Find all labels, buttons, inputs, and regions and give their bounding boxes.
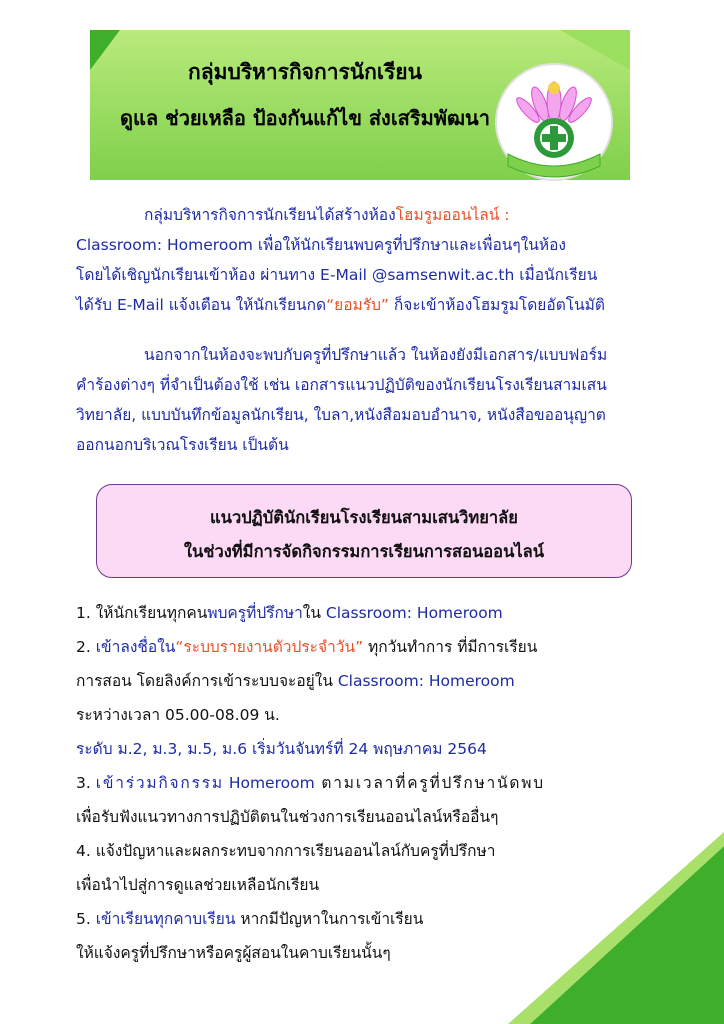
list-item-2-time: ระหว่างเวลา 05.00-08.09 น. [76,706,280,724]
accept-highlight: “ยอมรับ” [326,296,389,314]
list-item-5: 5. เข้าเรียนทุกคาบเรียน หากมีปัญหาในการเข้าเรียน [76,910,424,928]
documents-paragraph [76,340,656,460]
banner-subtitle: ดูแล ช่วยเหลือ ป้องกันแก้ไข ส่งเสริมพัฒนา [120,106,490,130]
list-item-4: 4. แจ้งปัญหาและผลกระทบจากการเรียนออนไลน์กับครูที่ปรึกษา [76,842,496,860]
guideline-subtitle: ในช่วงที่มีการจัดกิจกรรมการเรียนการสอนออนไลน์ [183,542,545,561]
intro-line-2: Classroom: Homeroom เพื่อให้นักเรียนพบครูที่ปรึกษาและเพื่อนๆในห้อง [76,236,566,254]
list-item-1: 1. ให้นักเรียนทุกคนพบครูที่ปรึกษาใน Classroom: Homeroom [76,604,503,622]
homeroom-online-highlight: โฮมรูมออนไลน์ : [395,206,510,224]
documents-line-3: วิทยาลัย, แบบบันทึกข้อมูลนักเรียน, ใบลา,หนังสือมอบอำนาจ, หนังสือขออนุญาต [76,406,606,424]
school-emblem-icon [488,58,620,186]
list-item-2: 2. เข้าลงชื่อใน“ระบบรายงานตัวประจำวัน” ทุกวันทำการ ที่มีการเรียน [76,638,538,656]
list-item-2-cont: การสอน โดยลิงค์การเข้าระบบจะอยู่ใน Classroom: Homeroom [76,672,515,690]
documents-line-4: ออกนอกบริเวณโรงเรียน เป็นต้น [76,436,289,454]
guideline-title-box [96,484,632,578]
list-item-4-cont: เพื่อนำไปสู่การดูแลช่วยเหลือนักเรียน [76,876,320,894]
intro-line-1: กลุ่มบริหารกิจการนักเรียนได้สร้างห้องโฮมรูมออนไลน์ : [144,206,510,224]
list-item-5-cont: ให้แจ้งครูที่ปรึกษาหรือครูผู้สอนในคาบเรียนนั้นๆ [76,944,391,962]
list-item-3-cont: เพื่อรับฟังแนวทางการปฏิบัติตนในช่วงการเรียนออนไลน์หรืออื่นๆ [76,808,499,826]
intro-line-4: ได้รับ E-Mail แจ้งเตือน ให้นักเรียนกด“ยอมรับ” ก็จะเข้าห้องโฮมรูมโดยอัตโนมัติ [76,296,605,314]
intro-line-3: โดยได้เชิญนักเรียนเข้าห้อง ผ่านทาง E-Mail @samsenwit.ac.th เมื่อนักเรียน [76,266,598,284]
documents-line-1: นอกจากในห้องจะพบกับครูที่ปรึกษาแล้ว ในห้องยังมีเอกสาร/แบบฟอร์ม [144,346,608,364]
school-logo [488,58,620,186]
guideline-title: แนวปฏิบัตินักเรียนโรงเรียนสามเสนวิทยาลัย [210,508,518,527]
banner-title: กลุ่มบริหารกิจการนักเรียน [188,60,422,84]
intro-paragraph [76,200,656,320]
list-item-2-levels: ระดับ ม.2, ม.3, ม.5, ม.6 เริ่มวันจันทร์ที่ 24 พฤษภาคม 2564 [76,740,487,758]
documents-line-2: คำร้องต่างๆ ที่จำเป็นต้องใช้ เช่น เอกสารแนวปฏิบัติของนักเรียนโรงเรียนสามเสน [76,376,607,394]
list-item-3: 3. เข้าร่วมกิจกรรม Homeroom ตามเวลาที่ครูที่ปรึกษานัดพบ [76,774,545,792]
guideline-list [76,598,666,972]
